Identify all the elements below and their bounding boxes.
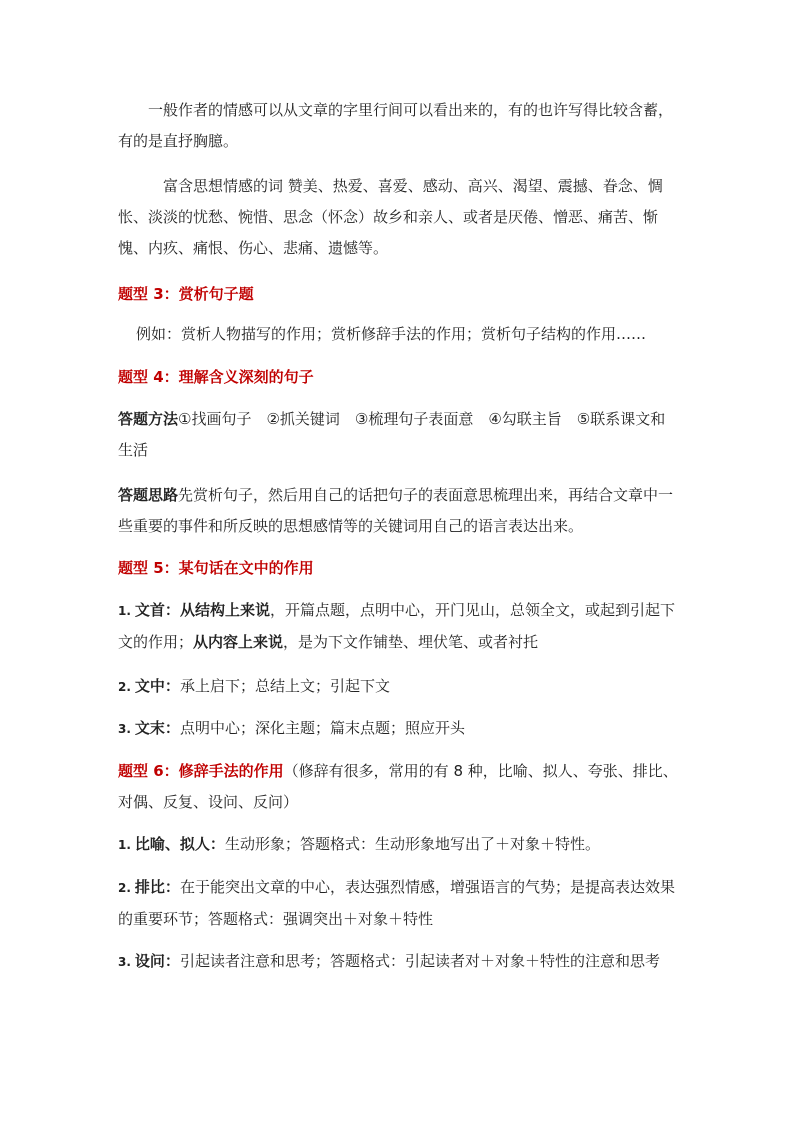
type5-heading: 题型 5：某句话在文中的作用 — [118, 559, 314, 577]
item-label: 设问： — [134, 952, 180, 970]
type6-item-2 — [118, 872, 678, 935]
item-number: 3. — [118, 955, 131, 969]
type6-heading — [118, 756, 678, 818]
type6-title: 题型 6：修辞手法的作用 — [118, 762, 284, 780]
type5-item-1 — [118, 595, 678, 658]
type4-method — [118, 404, 678, 466]
item-number: 1. — [118, 838, 131, 852]
item-label: 文中： — [134, 677, 180, 695]
item-text: 引起读者注意和思考；答题格式：引起读者对＋对象＋特性的注意和思考 — [179, 952, 660, 970]
idea-text: 先赏析句子，然后用自己的话把句子的表面意思梳理出来，再结合文章中一些重要的事件和所反映的思想感情等的关键词用自己的语言表达出来。 — [118, 486, 674, 535]
type4-heading: 题型 4：理解含义深刻的句子 — [118, 368, 314, 386]
type6-item-3 — [118, 946, 678, 978]
item-text: 承上启下；总结上文；引起下文 — [179, 677, 390, 695]
item-label: 文首： — [134, 601, 180, 619]
item-number: 3. — [118, 722, 131, 736]
type6-note: （修辞有很多，常用的有 8 种，比喻、拟人、夸张、排比、对偶、反复、设问、反问） — [118, 762, 678, 811]
intro-paragraph: 一般作者的情感可以从文章的字里行间可以看出来的，有的也许写得比较含蓄，有的是直抒胸臆。 — [118, 101, 674, 150]
item-number: 1. — [118, 604, 131, 618]
item-text: 点明中心；深化主题；篇末点题；照应开头 — [179, 719, 465, 737]
item-number: 2. — [118, 881, 131, 895]
item-text: 在于能突出文章的中心，表达强烈情感，增强语言的气势；是提高表达效果的重要环节；答题格式：强调突出＋对象＋特性 — [118, 878, 675, 928]
method-label: 答题方法 — [118, 410, 179, 428]
type3-example: 例如：赏析人物描写的作用；赏析修辞手法的作用；赏析句子结构的作用…… — [136, 325, 647, 343]
type5-item-3 — [118, 713, 678, 745]
item-text-2: ，是为下文作铺垫、埋伏笔、或者衬托 — [283, 633, 539, 651]
item-label: 比喻、拟人： — [134, 835, 225, 853]
idea-label: 答题思路 — [118, 486, 179, 504]
type4-idea — [118, 480, 678, 542]
type3-heading: 题型 3：赏析句子题 — [118, 285, 254, 303]
emotion-words-paragraph: 富含思想情感的词 赞美、热爱、喜爱、感动、高兴、渴望、震撼、眷念、惆怅、淡淡的忧愁、惋惜、思念（怀念）故乡和亲人、或者是厌倦、憎恶、痛苦、惭愧、内疚、痛恨、伤心、悲痛、遗憾等。 — [118, 177, 663, 257]
method-text: ①找画句子 ②抓关键词 ③梳理句子表面意 ④勾联主旨 ⑤联系课文和生活 — [118, 410, 666, 459]
item-number: 2. — [118, 680, 131, 694]
type5-item-2 — [118, 671, 678, 703]
item-text-1: ，开篇点题，点明中心，开门见山，总领全文，或起到引起下文的作用； — [118, 601, 675, 651]
type6-item-1 — [118, 829, 678, 861]
item-label: 排比： — [134, 878, 180, 896]
item-bold-1: 从结构上来说 — [179, 601, 270, 619]
item-bold-2: 从内容上来说 — [193, 633, 284, 651]
item-text: 生动形象；答题格式：生动形象地写出了＋对象＋特性。 — [224, 835, 600, 853]
item-label: 文末： — [134, 719, 180, 737]
